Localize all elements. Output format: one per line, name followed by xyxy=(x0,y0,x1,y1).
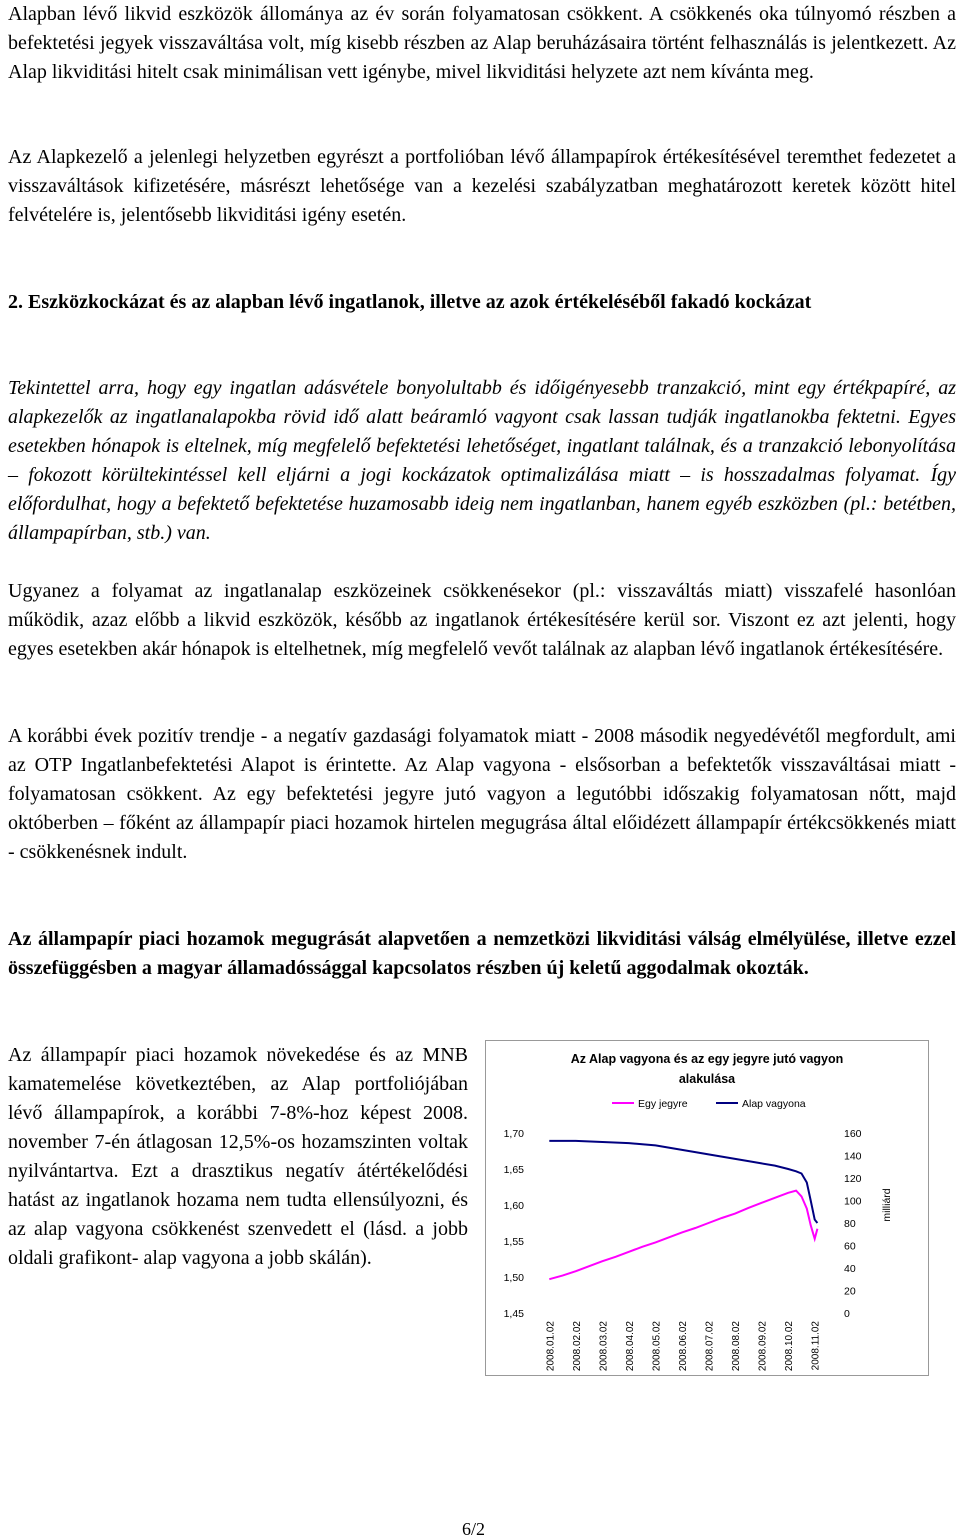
x-tick-label: 2008.06.02 xyxy=(678,1321,689,1372)
paragraph-liquidity: Alapban lévő likvid eszközök állománya az év során folyamatosan csökkent. A csökkenés oka túlnyomó részben a befektetési jegyek visszaváltása volt, míg kisebb részben az Alap beruházásaira történt felhasználás is jelentkezett. Az Alap likviditási hitelt csak minimálisan vett igénybe, mivel likviditási helyzete azt nem kívánta meg. xyxy=(8,3,956,83)
x-tick-label: 2008.09.02 xyxy=(757,1321,769,1372)
y-left-tick-label: 1,55 xyxy=(503,1236,524,1248)
y-right-tick-label: 80 xyxy=(844,1218,856,1230)
x-tick-label: 2008.03.02 xyxy=(598,1321,610,1372)
x-tick-label: 2008.08.02 xyxy=(731,1321,743,1372)
series-line-egy-jegyre xyxy=(549,1191,817,1280)
chart-plot-area xyxy=(504,1128,893,1371)
y-left-tick-label: 1,50 xyxy=(503,1272,524,1284)
y-left-tick-label: 1,70 xyxy=(503,1128,524,1140)
y-right-tick-label: 60 xyxy=(844,1240,856,1253)
paragraph-fund-manager: Az Alapkezelő a jelenlegi helyzetben egyrészt a portfolióban lévő állampapírok értékesítésével teremthet fedezetet a visszaváltások kifizetésére, másrészt lehetősége van a kezelési szabályzatban meghatározott keretek között hitel felvételére is, jelentősebb likviditási igény esetén. xyxy=(8,146,956,226)
y-right-tick-label: 40 xyxy=(844,1263,856,1275)
fund-chart xyxy=(485,1040,929,1376)
page-number: 6/2 xyxy=(462,1519,486,1539)
paragraph-reverse-process: Ugyanez a folyamat az ingatlanalap eszközeinek csökkenésekor (pl.: visszaváltás miatt) visszafelé hasonlóan működik, azaz előbb a likvid eszközök, később az ingatlanok értékesítésére kerül sor. Viszont ez azt jelenti, hogy egyes esetekben akár hónapok is eltelhetnek, míg megfelelő vevőt találnak az alapban lévő ingatlanok értékesítésére. xyxy=(8,580,956,660)
x-tick-label: 2008.01.02 xyxy=(545,1321,557,1372)
y-left-tick-label: 1,45 xyxy=(503,1308,524,1320)
x-tick-label: 2008.02.02 xyxy=(571,1321,583,1372)
legend-label-egy-jegyre: Egy jegyre xyxy=(638,1098,688,1110)
legend-label-alap-vagyona: Alap vagyona xyxy=(742,1098,806,1110)
paragraph-bold-yields: Az állampapír piaci hozamok megugrását alapvetően a nemzetközi likviditási válság elmélyülése, illetve ezzel összefüggésben a magyar államadóssággal kapcsolatos részben új keletű aggodalmak okozták. xyxy=(8,928,956,979)
series-line-alap-vagyona xyxy=(549,1141,817,1223)
y-right-tick-label: 160 xyxy=(844,1128,862,1140)
y-right-tick-label: 100 xyxy=(844,1195,862,1208)
section-heading: 2. Eszközkockázat és az alapban lévő ingatlanok, illetve az azok értékeléséből fakadó kockázat xyxy=(8,291,812,313)
x-tick-label: 2008.05.02 xyxy=(651,1321,663,1372)
y-right-tick-label: 20 xyxy=(844,1285,856,1298)
x-tick-label: 2008.04.02 xyxy=(624,1321,636,1372)
y-left-tick-label: 1,60 xyxy=(503,1200,524,1212)
paragraph-left-column: Az állampapír piaci hozamok növekedése és az MNB kamatemelése következtében, az Alap portfoliójában lévő állampapírok, a korábbi 7-8%-hoz képest 2008. november 7-én átlagosan 12,5%-os hozamszinten voltak nyilvántartva. Ezt a drasztikus negatív átértékelődési hatást az ingatlanok hozama nem tudta ellensúlyozni, és az alap vagyona csökkenést szenvedett el (lásd. a jobb oldali grafikont- alap vagyona a jobb skálán). xyxy=(8,1044,468,1269)
y-right-tick-label: 0 xyxy=(844,1308,850,1320)
y-right-tick-label: 120 xyxy=(844,1173,862,1185)
y-right-tick-label: 140 xyxy=(844,1150,862,1163)
chart-title-line-2: alakulása xyxy=(678,1072,736,1086)
x-tick-label: 2008.11.02 xyxy=(810,1321,822,1371)
paragraph-italic-transaction: Tekintettel arra, hogy egy ingatlan adásvétele bonyolultabb és időigényesebb tranzakció, mint egy értékpapíré, az alapkezelők az ingatlanalapokba rövid idő alatt beáramló vagyont csak lassan tudják ingatlanokba fektetni. Egyes esetekben hónapok is eltelnek, míg megfelelő befektetési lehetőséget, ingatlant találnak, és a tranzakció lebonyolítása – fokozott körültekintéssel kell eljárni a jogi kockázatok optimalizálása miatt – is hosszadalmas folyamat. Így előfordulhat, hogy a befektető befektetése huzamosabb ideig nem ingatlanban, hanem egyéb eszközben (pl.: betétben, állampapírban, stb.) van. xyxy=(8,377,956,544)
x-tick-label: 2008.07.02 xyxy=(704,1321,716,1372)
chart-legend xyxy=(612,1098,806,1110)
chart-title-line-1: Az Alap vagyona és az egy jegyre jutó vagyon xyxy=(570,1052,844,1066)
paragraph-trend: A korábbi évek pozitív trendje - a negatív gazdasági folyamatok miatt - 2008 második negyedévétől megfordult, ami az OTP Ingatlanbefektetési Alapot is érintette. Az Alap vagyona - elsősorban a befektetők visszaváltásai miatt - folyamatosan csökkent. Az egy befektetési jegyre jutó vagyon a legutóbbi időszakig folyamatosan nőtt, majd októberben – főként az állampapír piaci hozamok hirtelen megugrása által előidézett állampapír értékcsökkenés miatt - csökkenésnek indult. xyxy=(8,725,956,863)
x-tick-label: 2008.10.02 xyxy=(784,1321,796,1372)
y-right-axis-label: milliárd xyxy=(881,1188,893,1222)
y-left-tick-label: 1,65 xyxy=(503,1164,524,1176)
fund-chart-svg xyxy=(486,1041,928,1375)
